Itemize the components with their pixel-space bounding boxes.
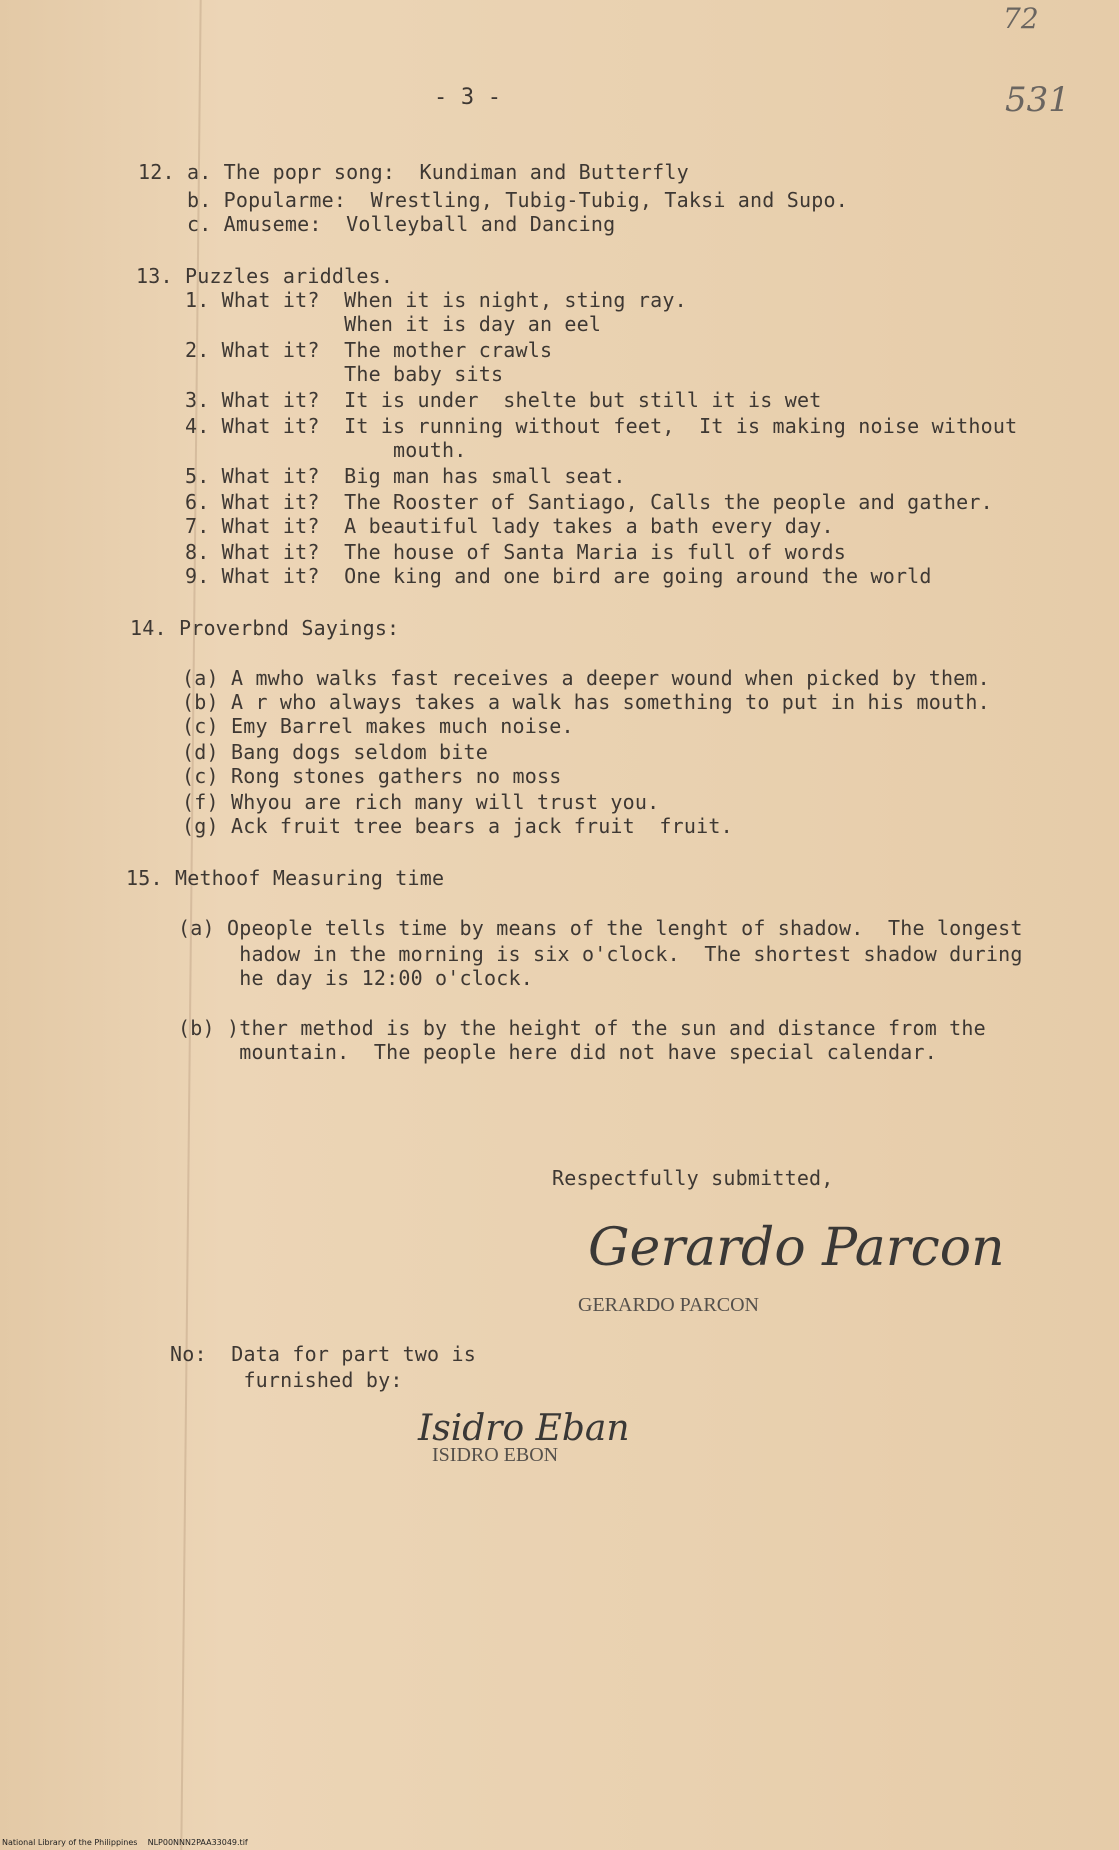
doc-line: 14. Proverbnd Sayings: — [130, 616, 400, 640]
doc-line: (b) A r who always takes a walk has something to put in his mouth. — [182, 690, 990, 714]
doc-line: (c) Rong stones gathers no moss — [182, 764, 562, 788]
doc-line: (b) )ther method is by the height of the sun and distance from the — [178, 1016, 986, 1040]
doc-line: 9. What it? One king and one bird are going around the world — [136, 564, 932, 588]
doc-line: mouth. — [136, 438, 467, 462]
doc-line: 4. What it? It is running without feet, It is making noise without — [136, 414, 1018, 438]
doc-line: 2. What it? The mother crawls — [136, 338, 553, 362]
doc-line: he day is 12:00 o'clock. — [178, 966, 533, 990]
doc-line: (a) A mwho walks fast receives a deeper wound when picked by them. — [182, 666, 990, 690]
handwritten-page-ref: 531 — [1005, 80, 1070, 120]
signature-parcon: Gerardo Parcon — [588, 1218, 1005, 1278]
signer-name: ISIDRO EBON — [432, 1444, 559, 1466]
doc-line: 1. What it? When it is night, sting ray. — [136, 288, 687, 312]
page-number: - 3 - — [434, 85, 502, 110]
doc-line: b. Popularme: Wrestling, Tubig-Tubig, Taksi and Supo. — [138, 188, 848, 212]
doc-line: (g) Ack fruit tree bears a jack fruit fruit. — [182, 814, 733, 838]
handwritten-note: 72 — [1003, 2, 1039, 35]
closing-line: Respectfully submitted, — [552, 1166, 834, 1190]
note-line: No: Data for part two is — [170, 1342, 477, 1366]
doc-line: 12. a. The popr song: Kundiman and Butterfly — [138, 160, 689, 184]
doc-line: 13. Puzzles ariddles. — [136, 264, 394, 288]
doc-line: 8. What it? The house of Santa Maria is full of words — [136, 540, 846, 564]
doc-line: 7. What it? A beautiful lady takes a bath every day. — [136, 514, 834, 538]
note-line: furnished by: — [170, 1368, 403, 1392]
doc-line: When it is day an eel — [136, 312, 602, 336]
doc-line: 6. What it? The Rooster of Santiago, Calls the people and gather. — [136, 490, 993, 514]
doc-line: (c) Emy Barrel makes much noise. — [182, 714, 574, 738]
doc-line: The baby sits — [136, 362, 504, 386]
doc-line: 3. What it? It is under shelte but still it is wet — [136, 388, 822, 412]
doc-line: (f) Whyou are rich many will trust you. — [182, 790, 660, 814]
archive-footer: National Library of the Philippines NLP00NNN2PAA33049.tif — [2, 1838, 248, 1847]
signature-ebon: Isidro Eban — [418, 1408, 630, 1449]
doc-line: 15. Methoof Measuring time — [126, 866, 445, 890]
doc-line: hadow in the morning is six o'clock. The shortest shadow during — [178, 942, 1023, 966]
doc-line: 5. What it? Big man has small seat. — [136, 464, 626, 488]
doc-line: c. Amuseme: Volleyball and Dancing — [138, 212, 616, 236]
signer-name: GERARDO PARCON — [578, 1294, 759, 1316]
doc-line: (a) Opeople tells time by means of the lenght of shadow. The longest — [178, 916, 1023, 940]
doc-line: mountain. The people here did not have special calendar. — [178, 1040, 937, 1064]
doc-line: (d) Bang dogs seldom bite — [182, 740, 489, 764]
